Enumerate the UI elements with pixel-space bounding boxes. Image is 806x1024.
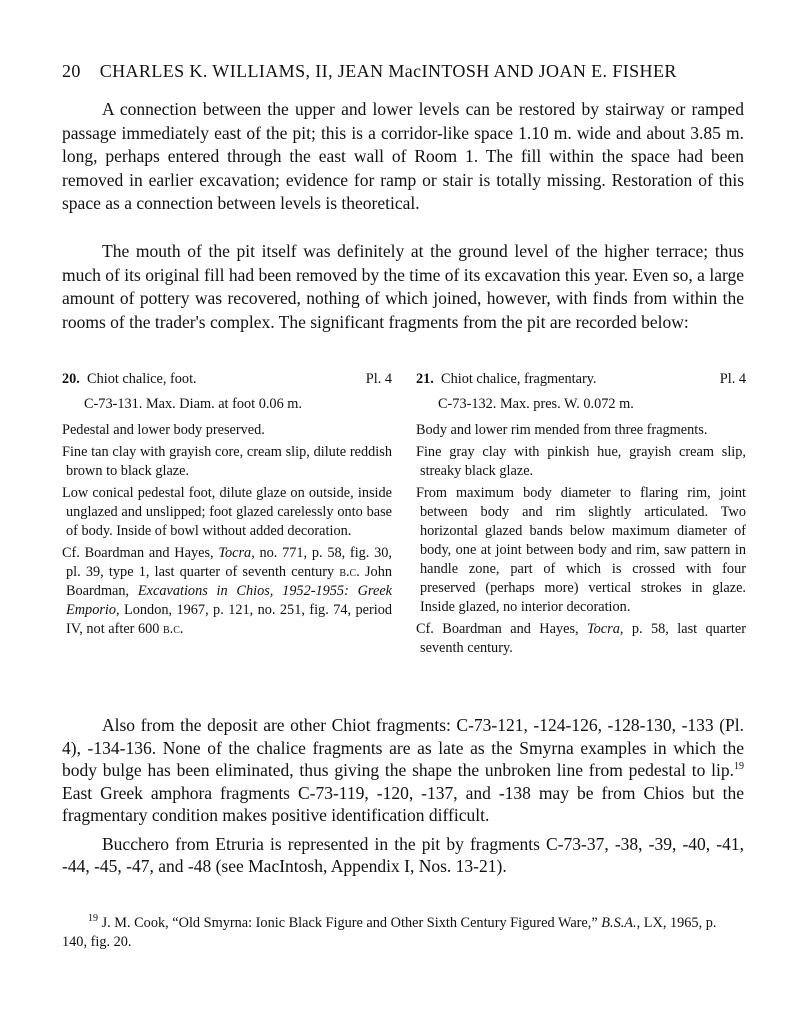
catalogue-entry-21 — [416, 370, 746, 661]
lower-text — [62, 714, 744, 884]
page-number: 20 — [62, 61, 81, 81]
entry-21-number: 21. — [416, 371, 434, 387]
intro-paragraph-2: The mouth of the pit itself was definitely at the ground level of the higher terrace; thus much of its original fill had been removed by the time of its excavation this year. Even so, a large amount of pottery was recovered, nothing of which joined, however, with finds from within the rooms of the trader's complex. The significant fragments from the pit are recorded below: — [62, 241, 744, 332]
footnote-19: $^{19}$ J. M. Cook, “Old Smyrna: Ionic Black Figure and Other Sixth Century Figured Ware,” B.S.A., LX, 1965, p. 140, fig. 20. — [62, 913, 717, 950]
entry-21-fabric: Fine gray clay with pinkish hue, grayish cream slip, streaky black glaze. — [416, 444, 746, 479]
catalogue-entry-20 — [62, 370, 392, 642]
entry-20-heading — [62, 370, 392, 389]
entry-21-title: Chiot chalice, fragmentary. — [441, 371, 597, 387]
intro-paragraph-1: A connection between the upper and lower levels can be restored by stairway or ramped passage immediately east of the pit; this is a corridor-like space 1.10 m. wide and about 3.85 m. long, perhaps entered through the east wall of Room 1. The fill within the space had been removed in earlier excavation; evidence for ramp or stair is totally missing. Restoration of this space as a connection between levels is theoretical. — [62, 99, 744, 213]
entry-20-inventory: C-73-131. Max. Diam. at foot 0.06 m. — [84, 396, 302, 412]
entry-20-plate: Pl. 4 — [365, 371, 392, 387]
bucchero-paragraph: Bucchero from Etruria is represented in the pit by fragments C-73-37, -38, -39, -40, -41, -44, -45, -47, and -48 (see MacIntosh, Appendix I, Nos. 13-21). — [62, 833, 744, 876]
entry-21-plate: Pl. 4 — [719, 371, 746, 387]
entry-21-heading — [416, 370, 746, 389]
entry-21-preservation: Body and lower rim mended from three fragments. — [416, 422, 708, 438]
entry-20-description: Low conical pedestal foot, dilute glaze on outside, inside unglazed and unslipped; foot glazed carelessly onto base of body. Inside of bowl without added decoration. — [62, 485, 392, 539]
entry-20-preservation: Pedestal and lower body preserved. — [62, 422, 265, 438]
entry-21-description: From maximum body diameter to flaring rim, joint between body and rim slightly articulated. Two horizontal glazed bands below maximum diameter of body, one at joint between body and rim, saw pattern in handle zone, part of which is crossed with four preserved (perhaps more) vertical strokes in glaze. Inside glazed, no interior decoration. — [416, 485, 746, 615]
entry-20-title: Chiot chalice, foot. — [87, 371, 197, 387]
chiot-fragments-paragraph: Also from the deposit are other Chiot fragments: C-73-121, -124-126, -128-130, -133 (Pl. 4), -134-136. None of the chalice fragments are as late as the Smyrna examples in which the body bulge has been eliminated, thus giving the shape the unbroken line from pedestal to lip.$^{19}$ East Greek amphora fragments C-73-119, -120, -137, and -138 may be from Chios but the fragmentary condition makes positive identification difficult. — [62, 715, 744, 825]
entry-20-fabric: Fine tan clay with grayish core, cream slip, dilute reddish brown to black glaze. — [62, 444, 392, 479]
entry-20-comparanda: Cf. Boardman and Hayes, Tocra, no. 771, p. 58, fig. 30, pl. 39, type 1, last quarter of seventh century b.c. John Boardman, Excavations in Chios, 1952-1955: Greek Emporio, London, 1967, p. 121, no. 251, fig. 74, period IV, not after 600 b.c. — [62, 545, 393, 637]
footnote-ref-19: 19 — [734, 761, 744, 773]
running-header — [62, 61, 677, 82]
entry-20-number: 20. — [62, 371, 80, 387]
entry-21-inventory: C-73-132. Max. pres. W. 0.072 m. — [438, 396, 634, 412]
entry-21-comparanda: Cf. Boardman and Hayes, Tocra, p. 58, last quarter seventh century. — [416, 621, 746, 656]
author-line: CHARLES K. WILLIAMS, II, JEAN MacINTOSH AND JOAN E. FISHER — [99, 61, 677, 81]
